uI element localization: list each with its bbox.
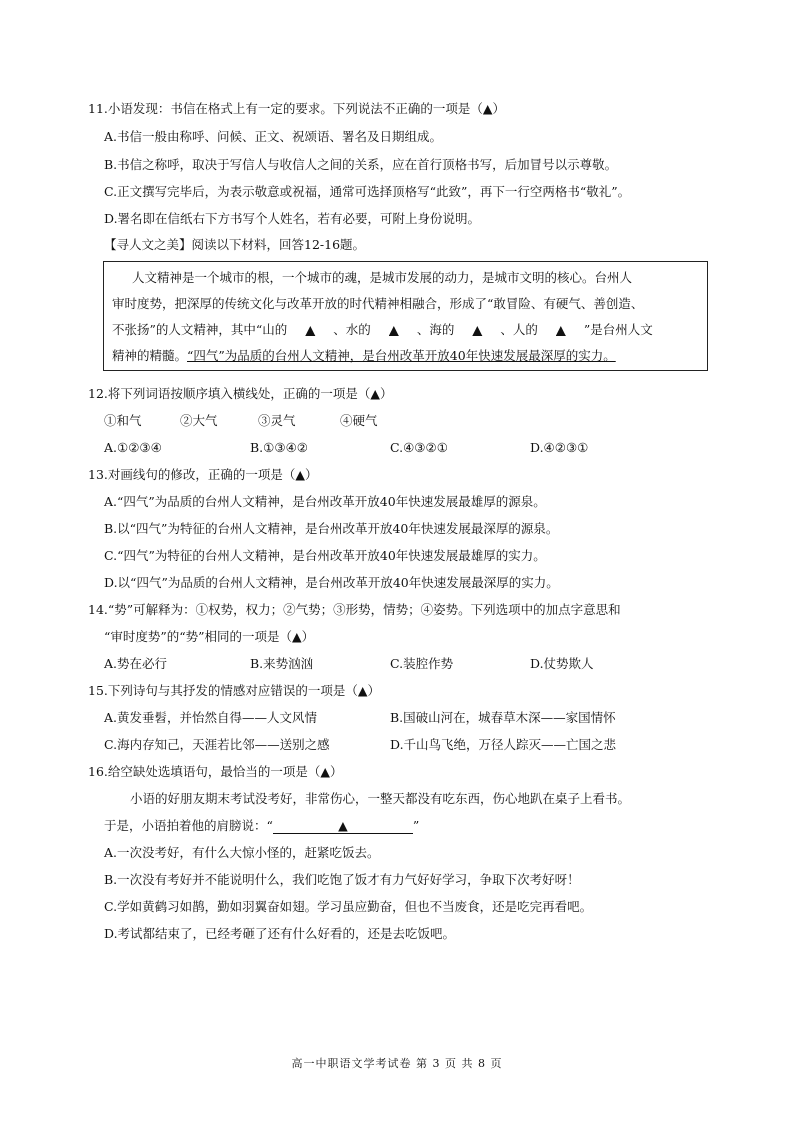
q12-word-4: ④硬气 (340, 413, 378, 428)
q16-answer-blank: ▲ (273, 819, 413, 834)
q12-option-b: B.①③④② (250, 440, 308, 455)
section-heading: 【寻人文之美】阅读以下材料，回答12-16题。 (104, 237, 366, 252)
q16-option-d: D.考试都结束了，已经考砸了还有什么好看的，还是去吃饭吧。 (104, 926, 456, 941)
q12-stem: 12.将下列词语按顺序填入横线处，正确的一项是（▲） (88, 386, 393, 401)
q14-option-b: B.来势汹汹 (250, 656, 314, 671)
q14-stem-line-2: “审时度势”的“势”相同的一项是（▲） (104, 629, 315, 644)
passage-line-3-part-d: 、人的 (500, 322, 538, 337)
q15-option-c: C.海内存知己，天涯若比邻——送别之感 (104, 737, 330, 752)
passage-line-2: 审时度势，把深厚的传统文化与改革开放的时代精神相融合，形成了“敢冒险、有硬气、善创造、 (112, 296, 644, 311)
q11-option-a: A.书信一般由称呼、问候、正文、祝颂语、署名及日期组成。 (104, 129, 443, 144)
q16-context-line-1: 小语的好朋友期末考试没考好，非常伤心，一整天都没有吃东西，伤心地趴在桌子上看书。 (130, 791, 631, 806)
q13-option-b: B.以“四气”为特征的台州人文精神，是台州改革开放40年快速发展最深厚的源泉。 (104, 521, 559, 536)
q16-option-c: C.学如黄鹤习如鹊，勤如羽翼奋如翅。学习虽应勤奋，但也不当废食，还是吃完再看吧。 (104, 899, 593, 914)
passage-line-3 (112, 322, 653, 338)
fill-blank-1: ▲ (305, 322, 316, 337)
passage-line-3-part-c: 、海的 (416, 322, 455, 337)
fill-blank-3: ▲ (472, 322, 483, 337)
q16-context-suffix: ” (412, 818, 420, 833)
q14-option-c: C.装腔作势 (390, 656, 454, 671)
q16-option-b: B.一次没有考好并不能说明什么，我们吃饱了饭才有力气好好学习，争取下次考好呀！ (104, 872, 580, 887)
passage-line-1: 人文精神是一个城市的根，一个城市的魂，是城市发展的动力，是城市文明的核心。台州人 (132, 270, 633, 285)
q11-option-c: C.正文撰写完毕后，为表示敬意或祝福，通常可选择顶格写“此致”，再下一行空两格书“敬礼”。 (104, 184, 631, 199)
q14-option-a: A.势在必行 (104, 656, 168, 671)
q16-stem: 16.给空缺处选填语句，最恰当的一项是（▲） (88, 764, 343, 779)
q11-stem: 11.小语发现：书信在格式上有一定的要求。下列说法不正确的一项是（▲） (88, 101, 505, 116)
page-footer: 高一中职语文学考试卷 第 3 页 共 8 页 (291, 1057, 503, 1070)
q12-word-3: ③灵气 (258, 413, 296, 428)
q16-context-line-2 (104, 818, 419, 834)
q13-option-c: C.“四气”为特征的台州人文精神，是台州改革开放40年快速发展最雄厚的实力。 (104, 548, 546, 563)
q11-option-b: B.书信之称呼，取决于写信人与收信人之间的关系，应在首行顶格书写，后加冒号以示尊敬。 (104, 157, 618, 172)
q11-option-d: D.署名即在信纸右下方书写个人姓名，若有必要，可附上身份说明。 (104, 211, 481, 226)
passage-line-4-part-a: 精神的精髓。 (112, 348, 188, 363)
q13-stem: 13.对画线句的修改，正确的一项是（▲） (88, 467, 318, 482)
q12-word-2: ②大气 (180, 413, 218, 428)
q14-stem-line-1: 14.“势”可解释为：①权势，权力；②气势；③形势，情势；④姿势。下列选项中的加点字意思和 (88, 602, 621, 617)
q13-option-a: A.“四气”为品质的台州人文精神，是台州改革开放40年快速发展最雄厚的源泉。 (104, 494, 546, 509)
fill-blank-4: ▲ (556, 322, 566, 337)
fill-blank-2: ▲ (389, 322, 399, 337)
q16-context-prefix: 于是，小语拍着他的肩膀说：“ (104, 818, 273, 833)
q16-option-a: A.一次没考好，有什么大惊小怪的，赶紧吃饭去。 (104, 845, 380, 860)
q12-option-d: D.④②③① (530, 440, 589, 455)
passage-line-3-part-e: ”是台州人文 (583, 322, 653, 337)
passage-line-3-part-a: 不张扬”的人文精神，其中“山的 (112, 322, 288, 337)
q14-option-d: D.仗势欺人 (530, 656, 594, 671)
reading-passage-box (103, 261, 708, 371)
passage-line-3-part-b: 、水的 (333, 322, 371, 337)
q12-option-a: A.①②③④ (104, 440, 162, 455)
q12-word-1: ①和气 (104, 413, 142, 428)
passage-line-4 (112, 348, 616, 364)
underlined-sentence: “四气”为品质的台州人文精神，是台州改革开放40年快速发展最深厚的实力。 (187, 348, 616, 363)
q15-option-a: A.黄发垂髫，并怡然自得——人文风情 (104, 710, 318, 725)
q15-option-d: D.千山鸟飞绝，万径人踪灭——亡国之悲 (390, 737, 617, 752)
q12-option-c: C.④③②① (390, 440, 448, 455)
q15-option-b: B.国破山河在，城春草木深——家国情怀 (390, 710, 616, 725)
q15-stem: 15.下列诗句与其抒发的情感对应错误的一项是（▲） (88, 683, 380, 698)
q13-option-d: D.以“四气”为品质的台州人文精神，是台州改革开放40年快速发展最深厚的实力。 (104, 575, 559, 590)
